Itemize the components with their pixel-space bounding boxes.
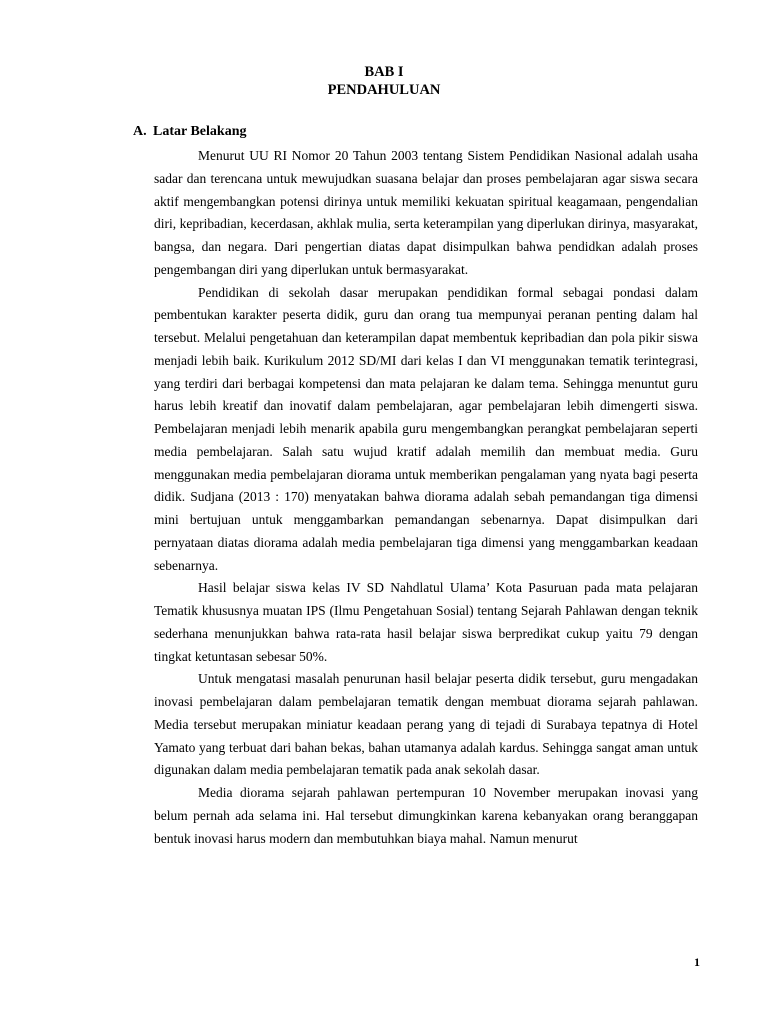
page-number: 1 xyxy=(694,955,700,969)
chapter-number: BAB I xyxy=(364,64,404,80)
section-heading xyxy=(133,123,246,141)
chapter-title: PENDAHULUAN xyxy=(327,82,441,98)
section-title: Latar Belakang xyxy=(153,124,247,139)
paragraph-1: Menurut UU RI Nomor 20 Tahun 2003 tentang Sistem Pendidikan Nasional adalah usaha sadar dan terencana untuk mewujudkan suasana belajar dan proses pembelajaran agar siswa secara aktif mengembangkan potensi dirinya untuk memiliki kekuatan spiritual keagamaan, pengendalian diri, kepribadian, kecerdasan, akhlak mulia, serta keterampilan yang diperlukan dirinya, masyarakat, bangsa, dan negara. Dari pengertian diatas dapat disimpulkan bahwa pendidkan adalah proses pengembangan diri yang diperlukan untuk bermasyarakat. xyxy=(154,148,698,277)
body-text xyxy=(154,145,698,850)
paragraph-4: Untuk mengatasi masalah penurunan hasil belajar peserta didik tersebut, guru mengadakan inovasi pembelajaran dalam pembelajaran tematik dengan membuat diorama sejarah pahlawan. Media tersebut merupakan miniatur keadaan perang yang di tejadi di Surabaya tepatnya di Hotel Yamato yang terbuat dari bahan bekas, bahan utamanya adalah kardus. Sehingga sangat aman untuk digunakan dalam media pembelajaran tematik pada anak sekolah dasar. xyxy=(154,671,698,778)
section-letter: A. xyxy=(133,124,147,139)
paragraph-3: Hasil belajar siswa kelas IV SD Nahdlatul Ulama’ Kota Pasuruan pada mata pelajaran Tematik khususnya muatan IPS (Ilmu Pengetahuan Sosial) tentang Sejarah Pahlawan dengan teknik sederhana menunjukkan bahwa rata-rata hasil belajar siswa berpredikat cukup yaitu 79 dengan tingkat ketuntasan sebesar 50%. xyxy=(154,580,698,664)
paragraph-2: Pendidikan di sekolah dasar merupakan pendidikan formal sebagai pondasi dalam pembentukan karakter peserta didik, guru dan orang tua mempunyai peranan penting dalam hal tersebut. Melalui pengetahuan dan keterampilan dapat membentuk kepribadian dan pola pikir siswa menjadi lebih baik. Kurikulum 2012 SD/MI dari kelas I dan VI menggunakan tematik terintegrasi, yang terdiri dari berbagai kompetensi dan mata pelajaran ke dalam tema. Sehingga menuntut guru harus lebih kreatif dan inovatif dalam pembelajaran, agar pembelajaran lebih dimengerti siswa. Pembelajaran menjadi lebih menarik apabila guru mengembangkan perangkat pembelajaran seperti media pembelajaran. Salah satu wujud kratif adalah memilih dan membuat media. Guru menggunakan media pembelajaran diorama untuk memberikan pengalaman yang nyata bagi peserta didik. Sudjana (2013 : 170) menyatakan bahwa diorama adalah sebah pemandangan tiga dimensi mini bertujuan untuk menggambarkan pemandangan sebenarnya. Dapat disimpulkan dari pernyataan diatas diorama adalah media pembelajaran tiga dimensi yang menggambarkan keadaan sebenarnya. xyxy=(154,284,698,573)
paragraph-5: Media diorama sejarah pahlawan pertempuran 10 November merupakan inovasi yang belum pernah ada selama ini. Hal tersebut dimungkinkan karena kebanyakan orang beranggapan bentuk inovasi harus modern dan membutuhkan biaya mahal. Namun menurut xyxy=(154,785,698,846)
